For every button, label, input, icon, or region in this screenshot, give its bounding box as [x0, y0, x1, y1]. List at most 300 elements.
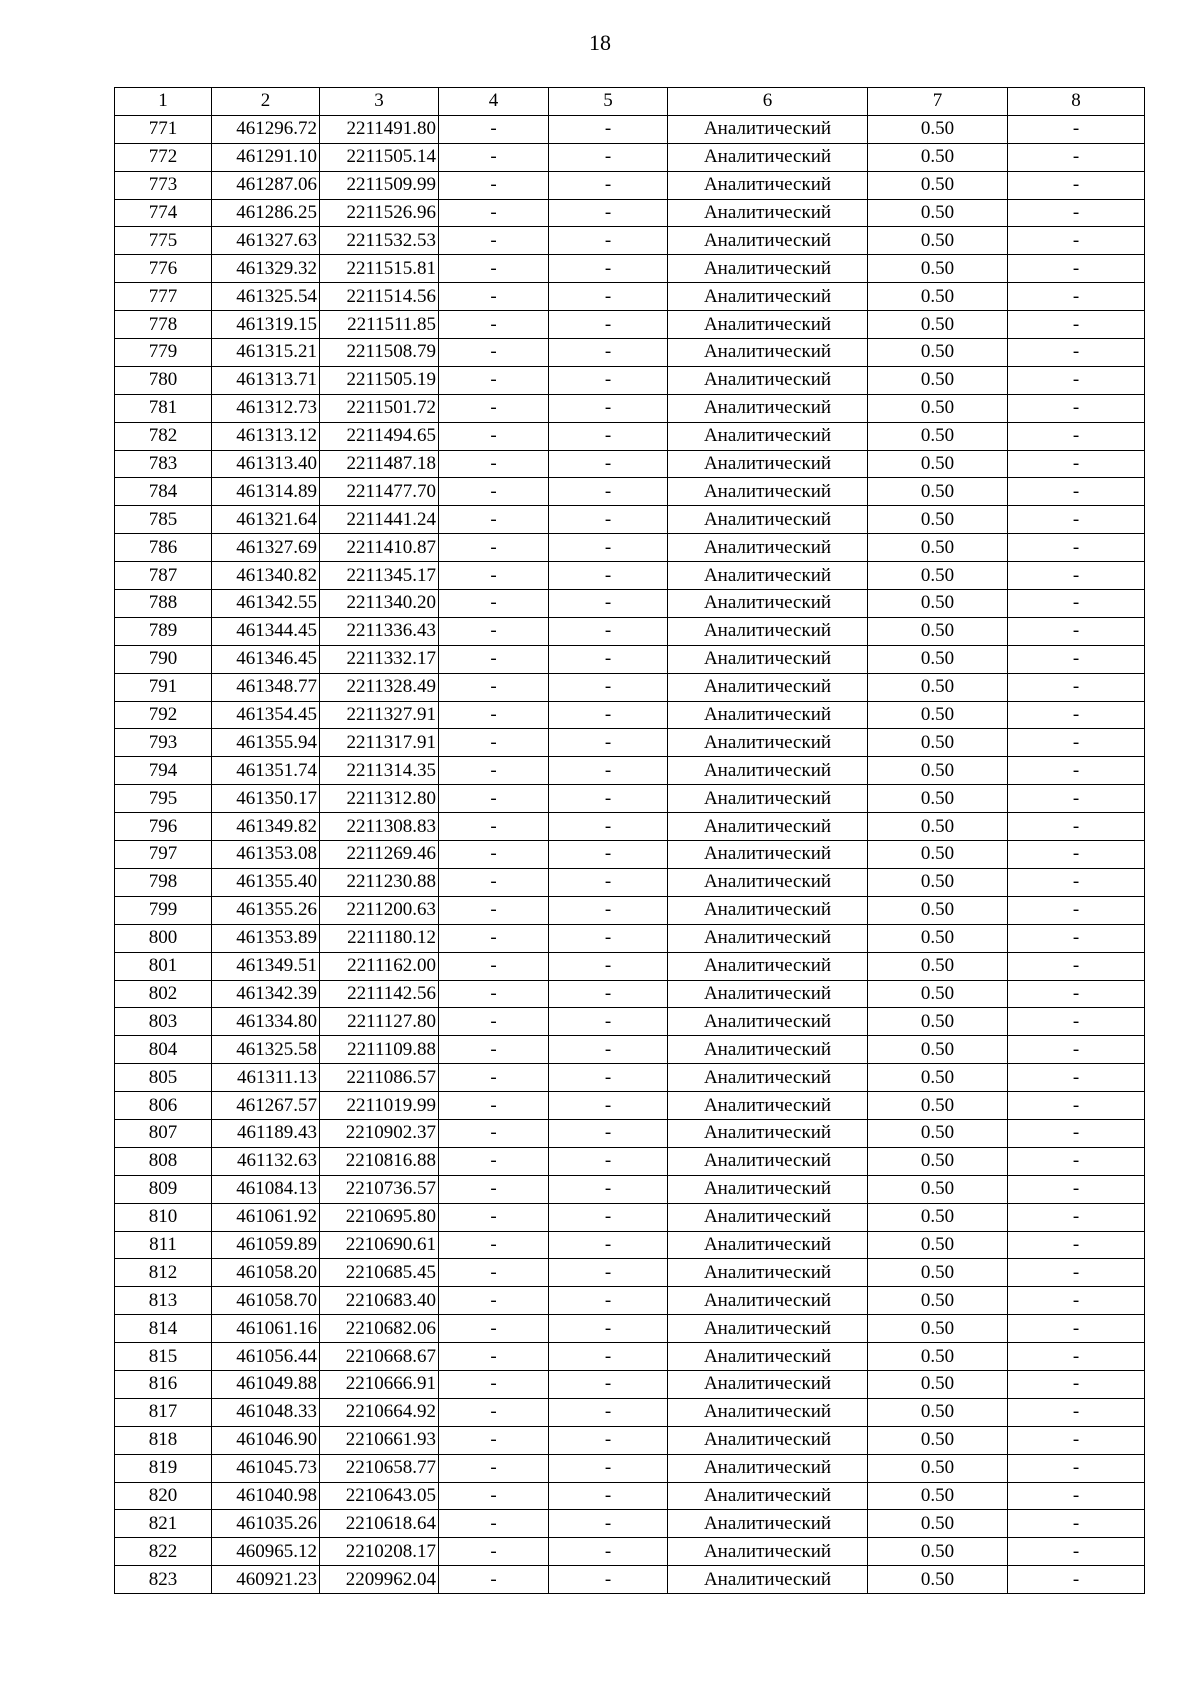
accuracy-value: 0.50: [868, 311, 1008, 339]
column-4-value: -: [439, 924, 549, 952]
coordinate-x: 461056.44: [212, 1343, 320, 1371]
accuracy-value: 0.50: [868, 1370, 1008, 1398]
table-row: [115, 450, 1145, 478]
coordinate-y: 2211514.56: [320, 283, 439, 311]
column-5-value: -: [549, 115, 668, 143]
method-value: Аналитический: [668, 171, 868, 199]
coordinate-x: 461355.26: [212, 896, 320, 924]
coordinate-x: 461189.43: [212, 1119, 320, 1147]
point-number: 822: [115, 1538, 212, 1566]
coordinate-x: 461355.94: [212, 729, 320, 757]
coordinate-y: 2211109.88: [320, 1036, 439, 1064]
point-number: 796: [115, 813, 212, 841]
column-5-value: -: [549, 1203, 668, 1231]
table-row: [115, 841, 1145, 869]
coordinate-y: 2211230.88: [320, 868, 439, 896]
table-row: [115, 1454, 1145, 1482]
column-5-value: -: [549, 729, 668, 757]
coordinate-y: 2211494.65: [320, 422, 439, 450]
method-value: Аналитический: [668, 924, 868, 952]
column-4-value: -: [439, 1008, 549, 1036]
point-number: 791: [115, 673, 212, 701]
table-row: [115, 617, 1145, 645]
method-value: Аналитический: [668, 199, 868, 227]
coordinate-y: 2210661.93: [320, 1426, 439, 1454]
coordinate-x: 461342.39: [212, 980, 320, 1008]
coordinate-x: 461340.82: [212, 562, 320, 590]
accuracy-value: 0.50: [868, 283, 1008, 311]
coordinate-x: 461312.73: [212, 394, 320, 422]
accuracy-value: 0.50: [868, 199, 1008, 227]
method-value: Аналитический: [668, 506, 868, 534]
point-number: 816: [115, 1370, 212, 1398]
column-8-value: -: [1008, 980, 1145, 1008]
point-number: 821: [115, 1510, 212, 1538]
point-number: 799: [115, 896, 212, 924]
method-value: Аналитический: [668, 115, 868, 143]
coordinate-x: 461286.25: [212, 199, 320, 227]
column-4-value: -: [439, 1315, 549, 1343]
coordinate-x: 461319.15: [212, 311, 320, 339]
column-5-value: -: [549, 311, 668, 339]
column-4-value: -: [439, 1203, 549, 1231]
table-row: [115, 1426, 1145, 1454]
table-row: [115, 645, 1145, 673]
column-5-value: -: [549, 366, 668, 394]
column-5-value: -: [549, 1287, 668, 1315]
column-8-value: -: [1008, 645, 1145, 673]
method-value: Аналитический: [668, 1119, 868, 1147]
table-row: [115, 1287, 1145, 1315]
coordinate-y: 2211200.63: [320, 896, 439, 924]
coordinate-x: 461355.40: [212, 868, 320, 896]
column-4-value: -: [439, 590, 549, 618]
column-4-value: -: [439, 1231, 549, 1259]
column-8-value: -: [1008, 534, 1145, 562]
coordinate-x: 461327.69: [212, 534, 320, 562]
coordinate-x: 461334.80: [212, 1008, 320, 1036]
coordinate-x: 461059.89: [212, 1231, 320, 1259]
coordinate-y: 2210695.80: [320, 1203, 439, 1231]
coordinate-y: 2210618.64: [320, 1510, 439, 1538]
column-8-value: -: [1008, 1287, 1145, 1315]
table-row: [115, 115, 1145, 143]
coordinate-x: 461315.21: [212, 339, 320, 367]
column-4-value: -: [439, 1092, 549, 1120]
method-value: Аналитический: [668, 868, 868, 896]
point-number: 775: [115, 227, 212, 255]
column-5-value: -: [549, 868, 668, 896]
accuracy-value: 0.50: [868, 422, 1008, 450]
column-4-value: -: [439, 1538, 549, 1566]
table-row: [115, 1370, 1145, 1398]
column-8-value: -: [1008, 171, 1145, 199]
method-value: Аналитический: [668, 729, 868, 757]
coordinate-y: 2210690.61: [320, 1231, 439, 1259]
method-value: Аналитический: [668, 1538, 868, 1566]
method-value: Аналитический: [668, 1147, 868, 1175]
coordinate-x: 461084.13: [212, 1175, 320, 1203]
column-5-value: -: [549, 1398, 668, 1426]
coordinate-x: 461046.90: [212, 1426, 320, 1454]
point-number: 771: [115, 115, 212, 143]
coordinate-y: 2211511.85: [320, 311, 439, 339]
coordinate-y: 2209962.04: [320, 1566, 439, 1594]
accuracy-value: 0.50: [868, 1175, 1008, 1203]
column-8-value: -: [1008, 1315, 1145, 1343]
column-5-value: -: [549, 1036, 668, 1064]
method-value: Аналитический: [668, 841, 868, 869]
column-8-value: -: [1008, 813, 1145, 841]
column-5-value: -: [549, 1538, 668, 1566]
coordinate-x: 461348.77: [212, 673, 320, 701]
coordinate-y: 2211317.91: [320, 729, 439, 757]
table-row: [115, 729, 1145, 757]
method-value: Аналитический: [668, 143, 868, 171]
method-value: Аналитический: [668, 1064, 868, 1092]
column-4-value: -: [439, 1426, 549, 1454]
column-8-value: -: [1008, 673, 1145, 701]
accuracy-value: 0.50: [868, 394, 1008, 422]
table-row: [115, 506, 1145, 534]
accuracy-value: 0.50: [868, 1426, 1008, 1454]
column-4-value: -: [439, 227, 549, 255]
column-5-value: -: [549, 1147, 668, 1175]
column-5-value: -: [549, 980, 668, 1008]
column-4-value: -: [439, 171, 549, 199]
accuracy-value: 0.50: [868, 673, 1008, 701]
coordinate-y: 2210682.06: [320, 1315, 439, 1343]
coordinate-x: 461346.45: [212, 645, 320, 673]
coordinate-y: 2211332.17: [320, 645, 439, 673]
column-8-value: -: [1008, 199, 1145, 227]
point-number: 779: [115, 339, 212, 367]
column-8-value: -: [1008, 1008, 1145, 1036]
coordinate-y: 2211487.18: [320, 450, 439, 478]
column-header-5: 5: [549, 88, 668, 116]
column-4-value: -: [439, 562, 549, 590]
column-8-value: -: [1008, 339, 1145, 367]
coordinate-y: 2211312.80: [320, 785, 439, 813]
column-4-value: -: [439, 952, 549, 980]
coordinate-y: 2211477.70: [320, 478, 439, 506]
column-4-value: -: [439, 394, 549, 422]
column-8-value: -: [1008, 1119, 1145, 1147]
accuracy-value: 0.50: [868, 1008, 1008, 1036]
point-number: 780: [115, 366, 212, 394]
column-8-value: -: [1008, 115, 1145, 143]
table-row: [115, 1231, 1145, 1259]
coordinate-x: 461351.74: [212, 757, 320, 785]
point-number: 811: [115, 1231, 212, 1259]
table-row: [115, 896, 1145, 924]
column-8-value: -: [1008, 1510, 1145, 1538]
method-value: Аналитический: [668, 562, 868, 590]
coordinate-x: 461058.20: [212, 1259, 320, 1287]
accuracy-value: 0.50: [868, 1119, 1008, 1147]
coordinate-y: 2211162.00: [320, 952, 439, 980]
column-header-8: 8: [1008, 88, 1145, 116]
table-row: [115, 339, 1145, 367]
column-5-value: -: [549, 1008, 668, 1036]
column-8-value: -: [1008, 1259, 1145, 1287]
column-8-value: -: [1008, 757, 1145, 785]
coordinate-y: 2211127.80: [320, 1008, 439, 1036]
coordinate-x: 461267.57: [212, 1092, 320, 1120]
column-8-value: -: [1008, 729, 1145, 757]
column-5-value: -: [549, 1566, 668, 1594]
column-8-value: -: [1008, 1064, 1145, 1092]
column-5-value: -: [549, 1482, 668, 1510]
column-8-value: -: [1008, 841, 1145, 869]
coordinate-x: 461291.10: [212, 143, 320, 171]
point-number: 801: [115, 952, 212, 980]
column-4-value: -: [439, 1287, 549, 1315]
accuracy-value: 0.50: [868, 1036, 1008, 1064]
table-row: [115, 1343, 1145, 1371]
column-8-value: -: [1008, 1092, 1145, 1120]
method-value: Аналитический: [668, 1426, 868, 1454]
point-number: 802: [115, 980, 212, 1008]
page-number: 18: [589, 30, 611, 55]
column-5-value: -: [549, 785, 668, 813]
point-number: 805: [115, 1064, 212, 1092]
column-8-value: -: [1008, 1398, 1145, 1426]
column-header-7: 7: [868, 88, 1008, 116]
column-5-value: -: [549, 255, 668, 283]
method-value: Аналитический: [668, 422, 868, 450]
coordinate-x: 461311.13: [212, 1064, 320, 1092]
accuracy-value: 0.50: [868, 478, 1008, 506]
method-value: Аналитический: [668, 617, 868, 645]
accuracy-value: 0.50: [868, 255, 1008, 283]
method-value: Аналитический: [668, 1287, 868, 1315]
method-value: Аналитический: [668, 590, 868, 618]
point-number: 804: [115, 1036, 212, 1064]
column-header-3: 3: [320, 88, 439, 116]
table-body: [115, 115, 1145, 1593]
column-4-value: -: [439, 617, 549, 645]
column-4-value: -: [439, 980, 549, 1008]
column-5-value: -: [549, 1343, 668, 1371]
method-value: Аналитический: [668, 311, 868, 339]
column-header-2: 2: [212, 88, 320, 116]
column-8-value: -: [1008, 422, 1145, 450]
table-row: [115, 478, 1145, 506]
method-value: Аналитический: [668, 1398, 868, 1426]
column-8-value: -: [1008, 1175, 1145, 1203]
method-value: Аналитический: [668, 952, 868, 980]
coordinate-x: 461321.64: [212, 506, 320, 534]
accuracy-value: 0.50: [868, 952, 1008, 980]
coordinate-y: 2211345.17: [320, 562, 439, 590]
method-value: Аналитический: [668, 1259, 868, 1287]
column-8-value: -: [1008, 255, 1145, 283]
point-number: 773: [115, 171, 212, 199]
point-number: 813: [115, 1287, 212, 1315]
point-number: 794: [115, 757, 212, 785]
column-4-value: -: [439, 729, 549, 757]
point-number: 782: [115, 422, 212, 450]
column-8-value: -: [1008, 1538, 1145, 1566]
column-5-value: -: [549, 506, 668, 534]
column-4-value: -: [439, 1147, 549, 1175]
coordinate-x: 461353.08: [212, 841, 320, 869]
column-8-value: -: [1008, 896, 1145, 924]
point-number: 776: [115, 255, 212, 283]
method-value: Аналитический: [668, 227, 868, 255]
table-row: [115, 1259, 1145, 1287]
point-number: 790: [115, 645, 212, 673]
column-4-value: -: [439, 757, 549, 785]
method-value: Аналитический: [668, 1482, 868, 1510]
coordinate-x: 460965.12: [212, 1538, 320, 1566]
coordinate-y: 2211314.35: [320, 757, 439, 785]
accuracy-value: 0.50: [868, 1147, 1008, 1175]
point-number: 774: [115, 199, 212, 227]
table-row: [115, 1008, 1145, 1036]
column-8-value: -: [1008, 617, 1145, 645]
table-row: [115, 1566, 1145, 1594]
column-8-value: -: [1008, 506, 1145, 534]
point-number: 823: [115, 1566, 212, 1594]
method-value: Аналитический: [668, 283, 868, 311]
coordinate-x: 461045.73: [212, 1454, 320, 1482]
point-number: 781: [115, 394, 212, 422]
column-4-value: -: [439, 1343, 549, 1371]
column-5-value: -: [549, 422, 668, 450]
method-value: Аналитический: [668, 1092, 868, 1120]
point-number: 792: [115, 701, 212, 729]
coordinate-x: 461049.88: [212, 1370, 320, 1398]
column-5-value: -: [549, 283, 668, 311]
point-number: 814: [115, 1315, 212, 1343]
coordinate-y: 2211501.72: [320, 394, 439, 422]
column-4-value: -: [439, 813, 549, 841]
coordinate-x: 461327.63: [212, 227, 320, 255]
coordinate-y: 2210685.45: [320, 1259, 439, 1287]
column-5-value: -: [549, 394, 668, 422]
column-4-value: -: [439, 1370, 549, 1398]
column-8-value: -: [1008, 1036, 1145, 1064]
column-4-value: -: [439, 1398, 549, 1426]
table-row: [115, 1510, 1145, 1538]
column-5-value: -: [549, 645, 668, 673]
column-8-value: -: [1008, 952, 1145, 980]
column-header-1: 1: [115, 88, 212, 116]
accuracy-value: 0.50: [868, 339, 1008, 367]
column-5-value: -: [549, 813, 668, 841]
column-5-value: -: [549, 339, 668, 367]
table-row: [115, 952, 1145, 980]
coordinate-y: 2210683.40: [320, 1287, 439, 1315]
accuracy-value: 0.50: [868, 1064, 1008, 1092]
coordinate-y: 2211508.79: [320, 339, 439, 367]
coordinate-y: 2210736.57: [320, 1175, 439, 1203]
table-row: [115, 1119, 1145, 1147]
point-number: 784: [115, 478, 212, 506]
table-row: [115, 255, 1145, 283]
point-number: 797: [115, 841, 212, 869]
method-value: Аналитический: [668, 1203, 868, 1231]
accuracy-value: 0.50: [868, 1454, 1008, 1482]
coordinate-x: 461354.45: [212, 701, 320, 729]
accuracy-value: 0.50: [868, 1566, 1008, 1594]
method-value: Аналитический: [668, 1343, 868, 1371]
coordinate-y: 2211308.83: [320, 813, 439, 841]
column-4-value: -: [439, 1482, 549, 1510]
point-number: 810: [115, 1203, 212, 1231]
accuracy-value: 0.50: [868, 1092, 1008, 1120]
coordinate-x: 461314.89: [212, 478, 320, 506]
table-row: [115, 394, 1145, 422]
coordinate-y: 2211410.87: [320, 534, 439, 562]
table-header-row: [115, 88, 1145, 116]
column-4-value: -: [439, 1175, 549, 1203]
accuracy-value: 0.50: [868, 227, 1008, 255]
table-row: [115, 1175, 1145, 1203]
table-row: [115, 924, 1145, 952]
method-value: Аналитический: [668, 813, 868, 841]
column-5-value: -: [549, 199, 668, 227]
table-row: [115, 813, 1145, 841]
column-8-value: -: [1008, 227, 1145, 255]
column-5-value: -: [549, 1092, 668, 1120]
table-row: [115, 199, 1145, 227]
coordinate-y: 2211441.24: [320, 506, 439, 534]
column-5-value: -: [549, 617, 668, 645]
coordinate-y: 2211019.99: [320, 1092, 439, 1120]
method-value: Аналитический: [668, 645, 868, 673]
column-4-value: -: [439, 841, 549, 869]
coordinate-y: 2211142.56: [320, 980, 439, 1008]
coordinate-y: 2211515.81: [320, 255, 439, 283]
method-value: Аналитический: [668, 450, 868, 478]
accuracy-value: 0.50: [868, 1315, 1008, 1343]
point-number: 795: [115, 785, 212, 813]
column-4-value: -: [439, 1036, 549, 1064]
column-4-value: -: [439, 143, 549, 171]
table-row: [115, 1203, 1145, 1231]
point-number: 783: [115, 450, 212, 478]
column-5-value: -: [549, 924, 668, 952]
column-8-value: -: [1008, 1454, 1145, 1482]
table-row: [115, 562, 1145, 590]
table-row: [115, 1538, 1145, 1566]
column-4-value: -: [439, 283, 549, 311]
column-4-value: -: [439, 339, 549, 367]
column-5-value: -: [549, 534, 668, 562]
column-8-value: -: [1008, 1203, 1145, 1231]
column-8-value: -: [1008, 394, 1145, 422]
accuracy-value: 0.50: [868, 924, 1008, 952]
table-row: [115, 366, 1145, 394]
coordinate-x: 461350.17: [212, 785, 320, 813]
coordinate-x: 461287.06: [212, 171, 320, 199]
column-4-value: -: [439, 1119, 549, 1147]
coordinate-x: 460921.23: [212, 1566, 320, 1594]
coordinate-y: 2211180.12: [320, 924, 439, 952]
column-4-value: -: [439, 868, 549, 896]
coordinate-x: 461040.98: [212, 1482, 320, 1510]
method-value: Аналитический: [668, 701, 868, 729]
accuracy-value: 0.50: [868, 757, 1008, 785]
method-value: Аналитический: [668, 1370, 868, 1398]
accuracy-value: 0.50: [868, 171, 1008, 199]
point-number: 809: [115, 1175, 212, 1203]
accuracy-value: 0.50: [868, 1287, 1008, 1315]
point-number: 818: [115, 1426, 212, 1454]
